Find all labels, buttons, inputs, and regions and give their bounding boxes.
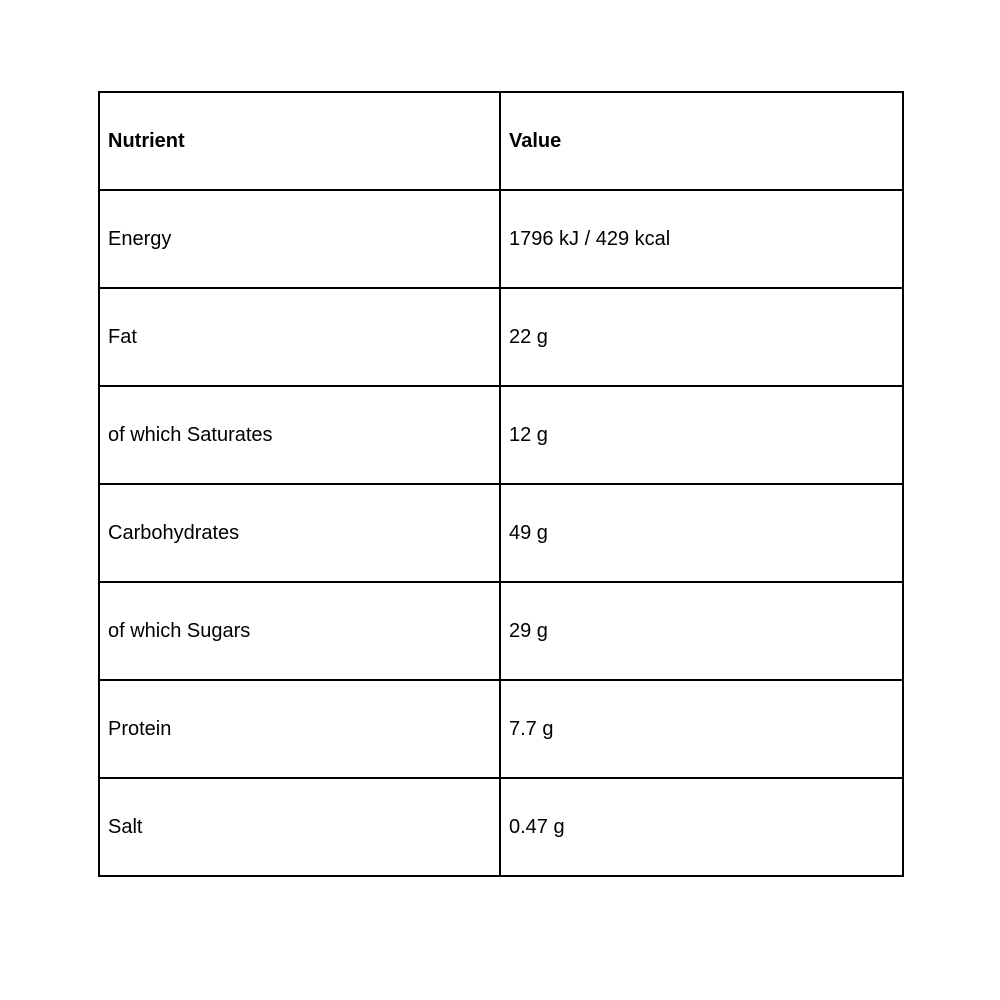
nutrition-table <box>98 91 904 877</box>
table-row <box>99 680 903 778</box>
header-nutrient: Nutrient <box>99 92 500 190</box>
nutrient-cell: Carbohydrates <box>99 484 500 582</box>
table-row <box>99 190 903 288</box>
value-cell: 7.7 g <box>500 680 903 778</box>
value-cell: 0.47 g <box>500 778 903 876</box>
nutrient-cell: Fat <box>99 288 500 386</box>
value-cell: 29 g <box>500 582 903 680</box>
nutrient-cell: of which Sugars <box>99 582 500 680</box>
nutrition-table-container <box>98 91 902 877</box>
table-header-row <box>99 92 903 190</box>
nutrient-cell: of which Saturates <box>99 386 500 484</box>
value-cell: 22 g <box>500 288 903 386</box>
table-row <box>99 288 903 386</box>
table-row <box>99 582 903 680</box>
table-row <box>99 386 903 484</box>
header-value: Value <box>500 92 903 190</box>
nutrient-cell: Energy <box>99 190 500 288</box>
nutrient-cell: Protein <box>99 680 500 778</box>
table-row <box>99 484 903 582</box>
value-cell: 12 g <box>500 386 903 484</box>
value-cell: 1796 kJ / 429 kcal <box>500 190 903 288</box>
value-cell: 49 g <box>500 484 903 582</box>
nutrient-cell: Salt <box>99 778 500 876</box>
table-row <box>99 778 903 876</box>
